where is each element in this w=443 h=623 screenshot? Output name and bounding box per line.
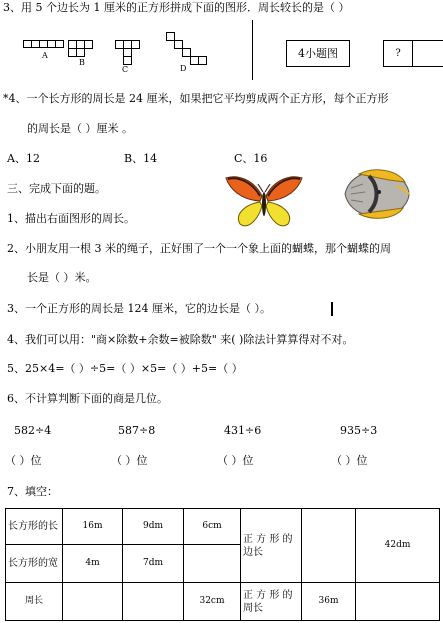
figure-box [286, 40, 350, 67]
q6-answer-2: （ ）位 [111, 454, 148, 467]
q6-answer-4: （ ）位 [331, 454, 368, 467]
cell-length-1: 16m [63, 509, 123, 545]
q4-option-a: A、12 [7, 152, 40, 165]
shape-c-label: C [122, 65, 129, 74]
q4-option-b: B、14 [124, 152, 158, 165]
cell-square-perimeter-empty [356, 583, 440, 621]
s3-q4: 4、我们可以用："商×除数+余数=被除数" 来( )除法计算算得对不对。 [7, 333, 354, 346]
q4-line2: 的周长是（ ）厘米 。 [27, 122, 133, 135]
q6-item-2: 587÷8 [118, 424, 156, 437]
fish-image [339, 166, 411, 222]
cell-perimeter-2 [123, 583, 184, 621]
q4-option-c: C、16 [234, 152, 268, 165]
square-side-label: 正 方 形 的 边长 [241, 509, 302, 583]
question-mark: ? [395, 48, 401, 59]
s3-q3: 3、一个正方形的周长是 124 厘米，它的边长是（ ）。 [7, 302, 271, 315]
row-label-width: 长方形的宽 [6, 545, 63, 583]
butterfly-image [224, 174, 304, 230]
q6-answer-3: （ ）位 [217, 454, 254, 467]
divider-line [252, 20, 253, 80]
question-box-extension [413, 40, 443, 67]
s3-q6-title: 6、不计算判断下面的商是几位。 [7, 392, 168, 405]
s3-q7-title: 7、填空： [7, 485, 58, 498]
cell-perimeter-3: 32cm [184, 583, 241, 621]
shape-d-label: D [180, 64, 187, 73]
cell-width-2: 7dm [123, 545, 184, 583]
text-cursor [331, 302, 333, 316]
s3-q2-line2: 长是（ ）米。 [27, 271, 97, 284]
cell-length-2: 9dm [123, 509, 184, 545]
square-perimeter-label: 正 方 形 的 周长 [241, 583, 302, 621]
q6-item-1: 582÷4 [14, 424, 52, 437]
shape-b [68, 40, 94, 56]
row-label-length: 长方形的长 [6, 509, 63, 545]
q6-item-4: 935÷3 [340, 424, 378, 437]
shape-b-label: B [79, 58, 85, 67]
cell-length-3: 6cm [184, 509, 241, 545]
cell-square-perimeter: 36m [302, 583, 356, 621]
q4-line1: *4、一个长方形的周长是 24 厘米，如果把它平均剪成两个正方形，每个正方形 [3, 92, 389, 105]
cell-square-side-empty [302, 509, 356, 583]
section3-title: 三、完成下面的题。 [7, 182, 106, 195]
s3-q2-line1: 2、小朋友用一根 3 米的绳子，正好围了一个一个象上面的蝴蝶，那个蝴蝶的周 [7, 242, 391, 255]
q3-text: 3、用 5 个边长为 1 厘米的正方形拼成下面的图形．周长较长的是（ ） [3, 1, 350, 14]
cell-width-3 [184, 545, 241, 583]
q6-item-3: 431÷6 [224, 424, 262, 437]
cell-width-1: 4m [63, 545, 123, 583]
shape-c [115, 40, 141, 66]
cell-perimeter-1 [63, 583, 123, 621]
row-label-perimeter: 周长 [6, 583, 63, 621]
cell-square-side: 42dm [356, 509, 440, 583]
shape-a [23, 40, 63, 48]
fill-in-table [5, 508, 440, 621]
s3-q1: 1、描出右面图形的周长。 [7, 212, 135, 225]
shape-a-label: A [42, 51, 48, 60]
s3-q5: 5、25×4=（ ）÷5=（ ）×5=（ ）+5=（ ） [7, 362, 243, 375]
q6-answer-1: （ ）位 [5, 454, 42, 467]
figure-box-label: 4小题图 [298, 46, 338, 60]
question-box [383, 40, 413, 67]
